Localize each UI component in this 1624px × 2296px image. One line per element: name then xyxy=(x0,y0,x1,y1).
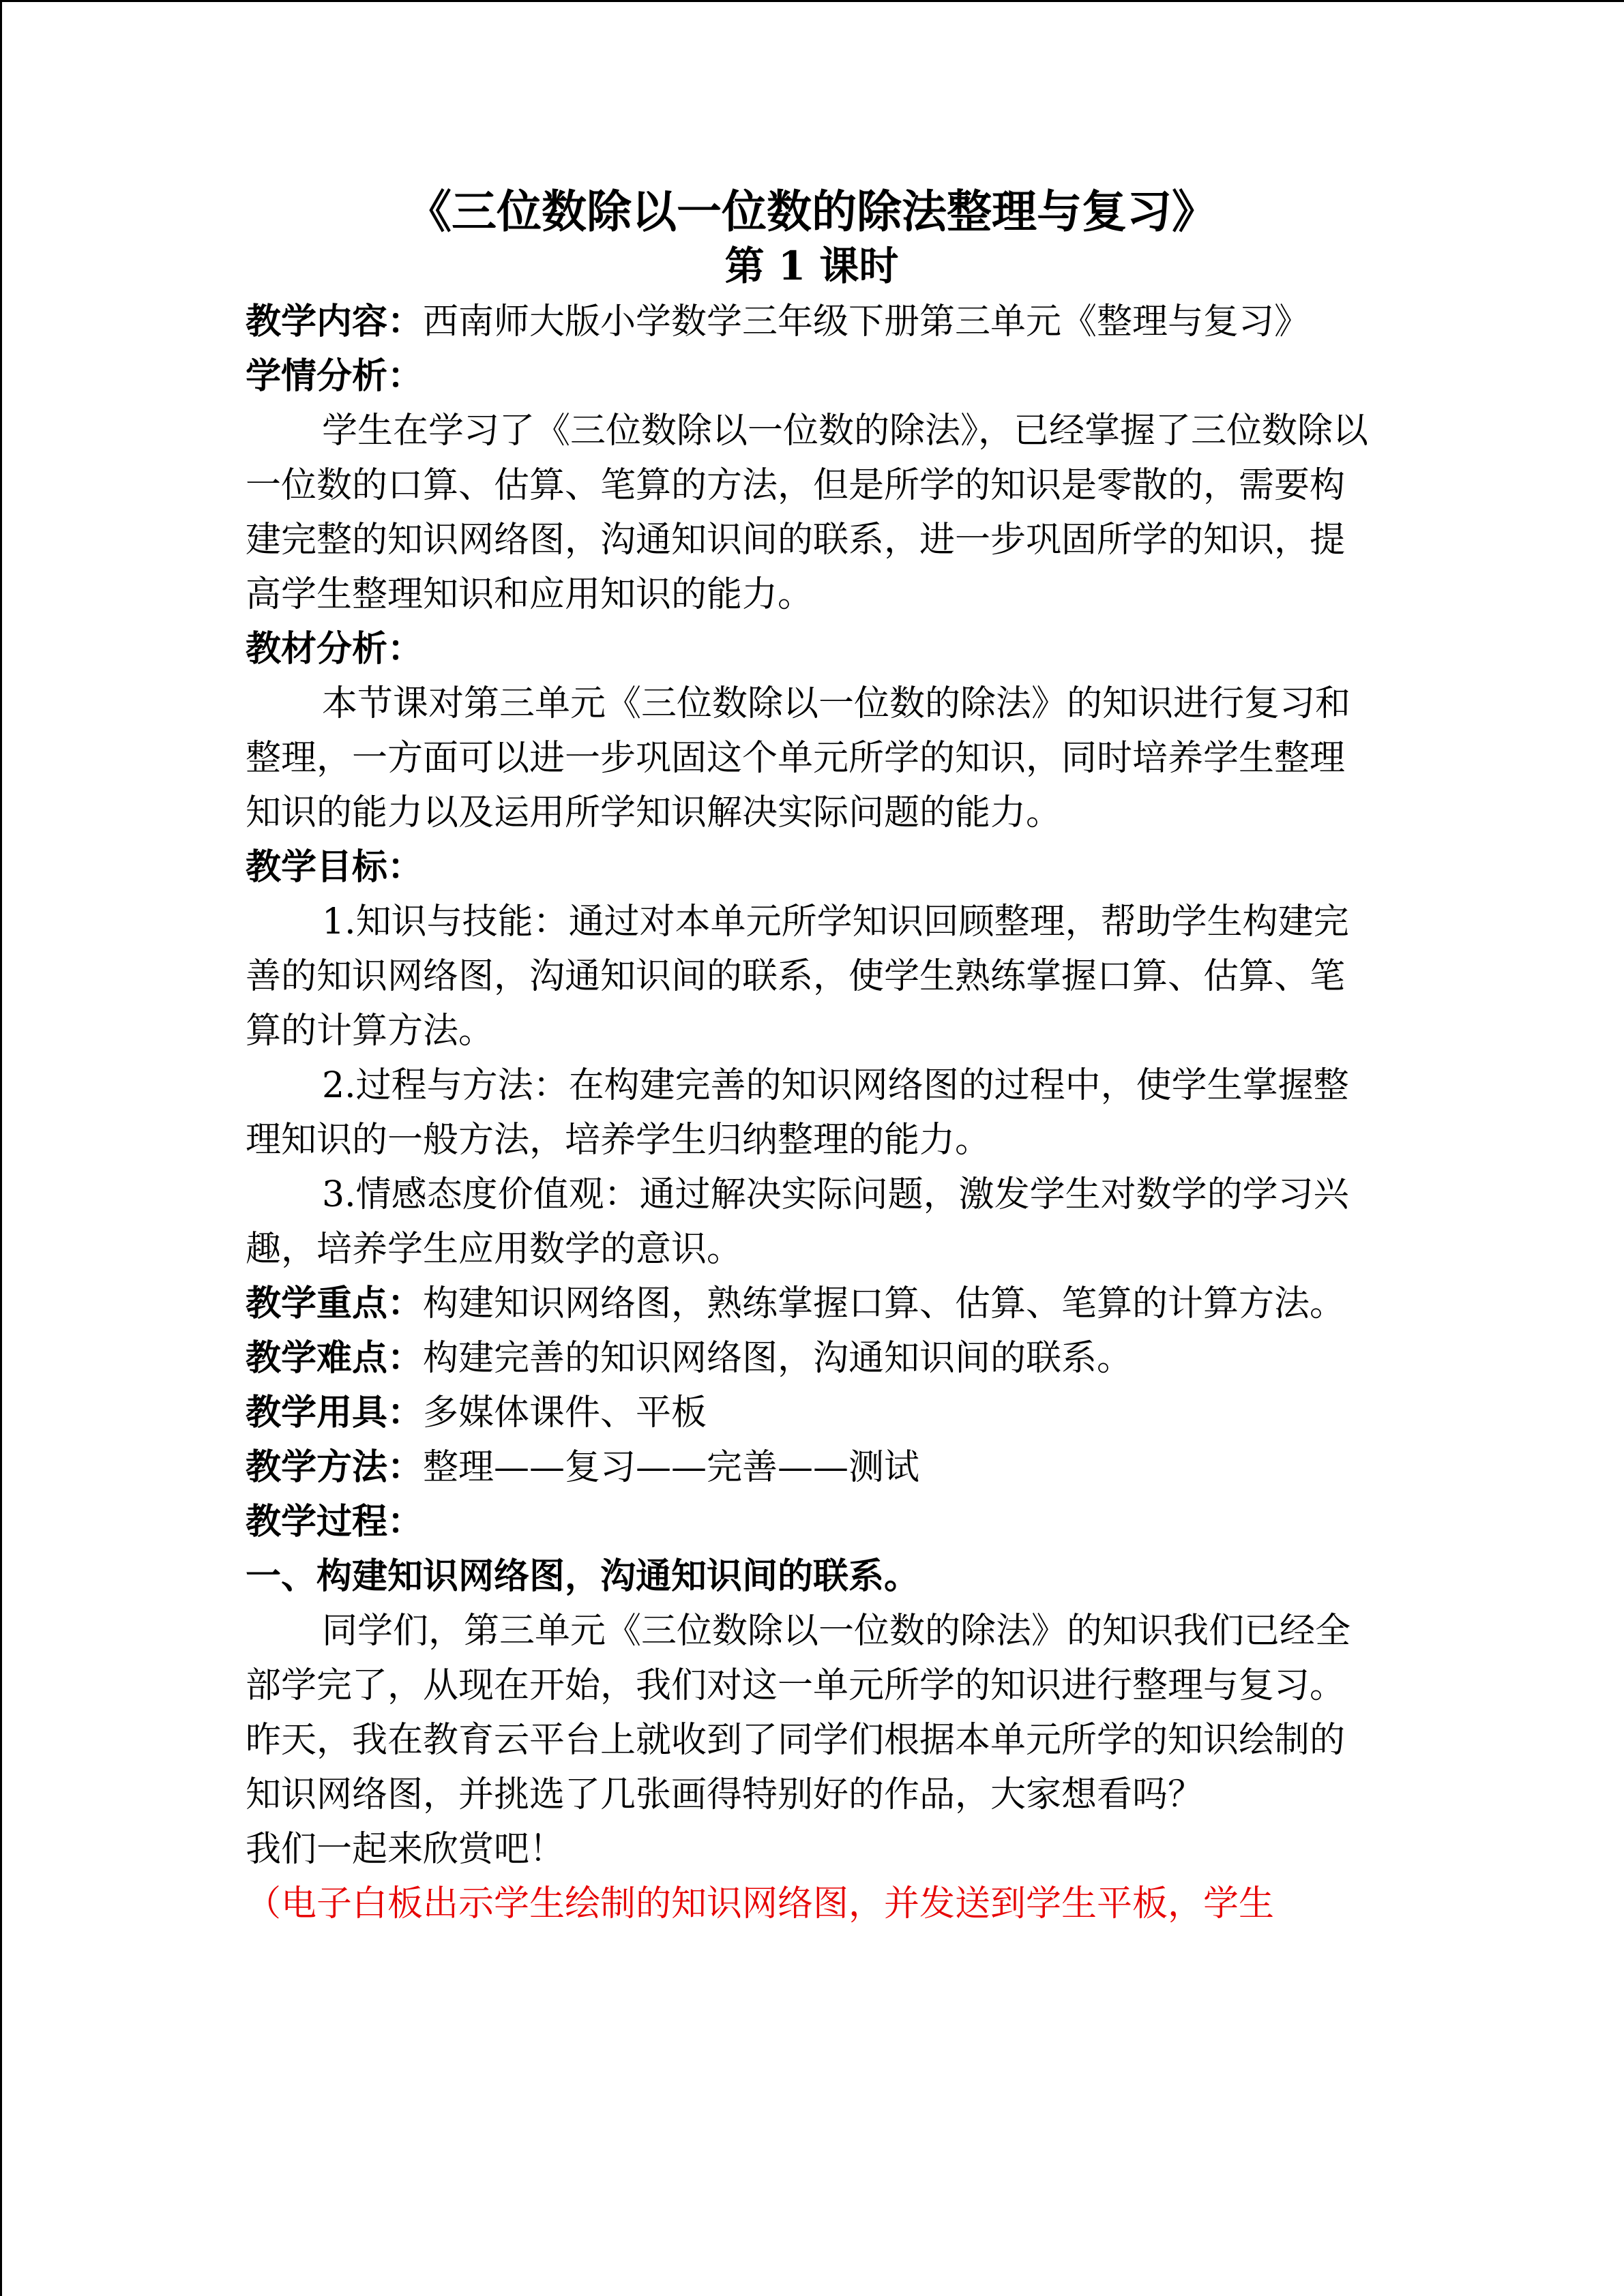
key-points-label: 教学重点： xyxy=(246,1283,424,1324)
objective-item: 1.知识与技能：通过对本单元所学知识回顾整理，帮助学生构建完善的知识网络图，沟通知识间的联系，使学生熟练掌握口算、估算、笔算的计算方法。 xyxy=(246,901,1349,1052)
student-analysis-label: 学情分析： xyxy=(246,355,424,397)
objective-item: 3.情感态度价值观：通过解决实际问题，激发学生对数学的学习兴趣，培养学生应用数学的意识。 xyxy=(246,1174,1349,1270)
teaching-content-label: 教学内容： xyxy=(246,301,424,342)
methods-label: 教学方法： xyxy=(246,1446,424,1488)
methods xyxy=(246,1440,1378,1495)
key-points xyxy=(246,1277,1378,1331)
material-analysis-text: 本节课对第三单元《三位数除以一位数的除法》的知识进行复习和整理，一方面可以进一步巩固这个单元所学的知识，同时培养学生整理知识的能力以及运用所学知识解决实际问题的能力。 xyxy=(246,683,1351,833)
section-paragraph: 同学们，第三单元《三位数除以一位数的除法》的知识我们已经全部学完了，从现在开始，我们对这一单元所学的知识进行整理与复习。昨天，我在教育云平台上就收到了同学们根据本单元所学的知识绘制的知识网络图，并挑选了几张画得特别好的作品，大家想看吗？ xyxy=(246,1611,1351,1815)
difficulties-label: 教学难点： xyxy=(246,1337,424,1379)
page-border-top xyxy=(0,0,1624,2)
student-analysis-text: 学生在学习了《三位数除以一位数的除法》，已经掌握了三位数除以一位数的口算、估算、笔算的方法，但是所学的知识是零散的，需要构建完整的知识网络图，沟通知识间的联系，进一步巩固所学的知识，提高学生整理知识和应用知识的能力。 xyxy=(246,411,1369,615)
tools xyxy=(246,1386,1378,1440)
key-points-text: 构建知识网络图，熟练掌握口算、估算、笔算的计算方法。 xyxy=(423,1283,1346,1324)
material-analysis-label: 教材分析： xyxy=(246,628,424,670)
teaching-content-text: 西南师大版小学数学三年级下册第三单元《整理与复习》 xyxy=(423,301,1310,342)
section-line: 我们一起来欣赏吧！ xyxy=(246,1829,565,1870)
document-body xyxy=(246,183,1378,1931)
objective-item: 2.过程与方法：在构建完善的知识网络图的过程中，使学生掌握整理知识的一般方法，培养学生归纳整理的能力。 xyxy=(246,1065,1349,1161)
process-label: 教学过程： xyxy=(246,1501,424,1542)
objectives-label: 教学目标： xyxy=(246,846,424,888)
tools-label: 教学用具： xyxy=(246,1392,424,1433)
difficulties xyxy=(246,1331,1378,1386)
tools-text: 多媒体课件、平板 xyxy=(423,1392,707,1433)
difficulties-text: 构建完善的知识网络图，沟通知识间的联系。 xyxy=(423,1338,1133,1379)
page-border-left xyxy=(0,0,2,2296)
methods-text: 整理——复习——完善——测试 xyxy=(423,1447,920,1488)
lesson-subtitle: 第 1 课时 xyxy=(724,243,899,289)
document-title: 《三位数除以一位数的除法整理与复习》 xyxy=(407,185,1217,238)
teacher-note: （电子白板出示学生绘制的知识网络图，并发送到学生平板，学生 xyxy=(246,1883,1275,1924)
section-heading: 一、构建知识网络图，沟通知识间的联系。 xyxy=(246,1555,920,1597)
teaching-content xyxy=(246,295,1378,349)
